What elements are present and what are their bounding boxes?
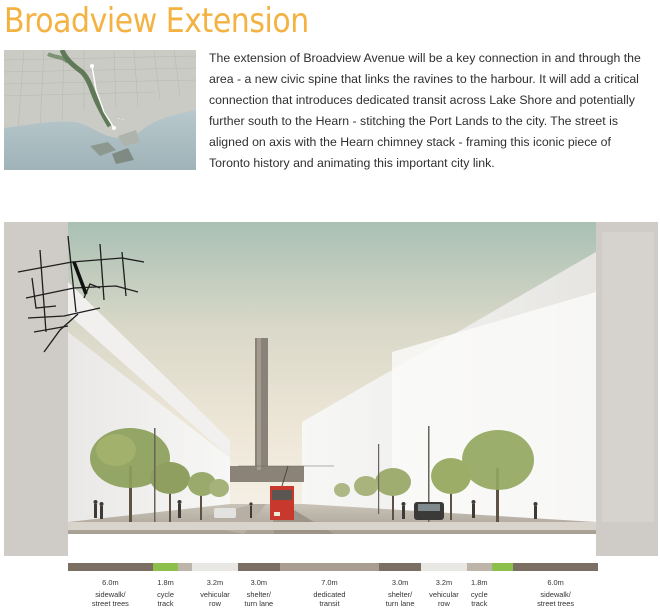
segment-name: turn lane (385, 599, 415, 608)
cross-section-label (449, 578, 509, 608)
segment-name: shelter/ (246, 590, 271, 599)
segment-name: turn lane (244, 599, 274, 608)
segment-name: row (437, 599, 450, 608)
page-title: Broadview Extension (4, 1, 309, 41)
segment-name: track (471, 599, 488, 608)
cross-section-segment (238, 563, 281, 571)
intro-paragraph: The extension of Broadview Avenue will be a key connection in and through the area - a new civic spine that links the ravines to the harbour. It will add a critical connection that introduces dedicated transit across Lake Shore and potentially further south to the Hearn - stitching the Port Lands to the city. The street is aligned on axis with the Hearn chimney stack - framing this iconic piece of Toronto history and animating this important city link. (209, 51, 641, 170)
segment-width: 3.2m (206, 578, 224, 587)
cross-section-segment (192, 563, 238, 571)
svg-text:• —: • — (118, 117, 125, 121)
location-map-graphic (4, 50, 196, 170)
segment-width: 3.2m (435, 578, 453, 587)
cross-section-segment (421, 563, 467, 571)
cross-section-segment (153, 563, 179, 571)
segment-width: 1.8m (471, 578, 488, 587)
segment-width: 1.8m (157, 578, 174, 587)
cross-section-segment (513, 563, 598, 571)
cross-section-label (229, 578, 289, 608)
segment-width: 3.0m (391, 578, 409, 587)
cross-section-segment (68, 563, 153, 571)
segment-width: 7.0m (321, 578, 338, 587)
segment-name: street trees (91, 599, 129, 608)
segment-name: street trees (537, 599, 575, 608)
street-section-render (4, 222, 658, 556)
cross-section-label (80, 578, 140, 608)
segment-name: vehicular (429, 590, 459, 599)
segment-name: cycle (470, 590, 488, 599)
segment-name: transit (319, 599, 340, 608)
segment-name: shelter/ (388, 590, 413, 599)
segment-name: vehicular (200, 590, 230, 599)
segment-name: row (209, 599, 221, 608)
segment-width: 6.0m (547, 578, 564, 587)
cross-section-segment (379, 563, 422, 571)
cross-section-labels (0, 578, 660, 616)
segment-name: cycle (157, 590, 174, 599)
segment-width: 3.0m (250, 578, 268, 587)
cross-section-segment (280, 563, 379, 571)
cross-section-label (299, 578, 359, 608)
segment-name: dedicated (313, 590, 346, 599)
cross-section-segment (492, 563, 514, 571)
cross-section-segment (467, 563, 493, 571)
cross-section-label (526, 578, 586, 608)
segment-width: 6.0m (102, 578, 119, 587)
street-render-graphic (4, 222, 658, 556)
location-map-image (4, 50, 196, 170)
segment-name: track (157, 599, 174, 608)
segment-name: sidewalk/ (95, 590, 126, 599)
segment-name: sidewalk/ (540, 590, 571, 599)
cross-section-scale-bar (68, 563, 598, 571)
cross-section-segment (178, 563, 193, 571)
